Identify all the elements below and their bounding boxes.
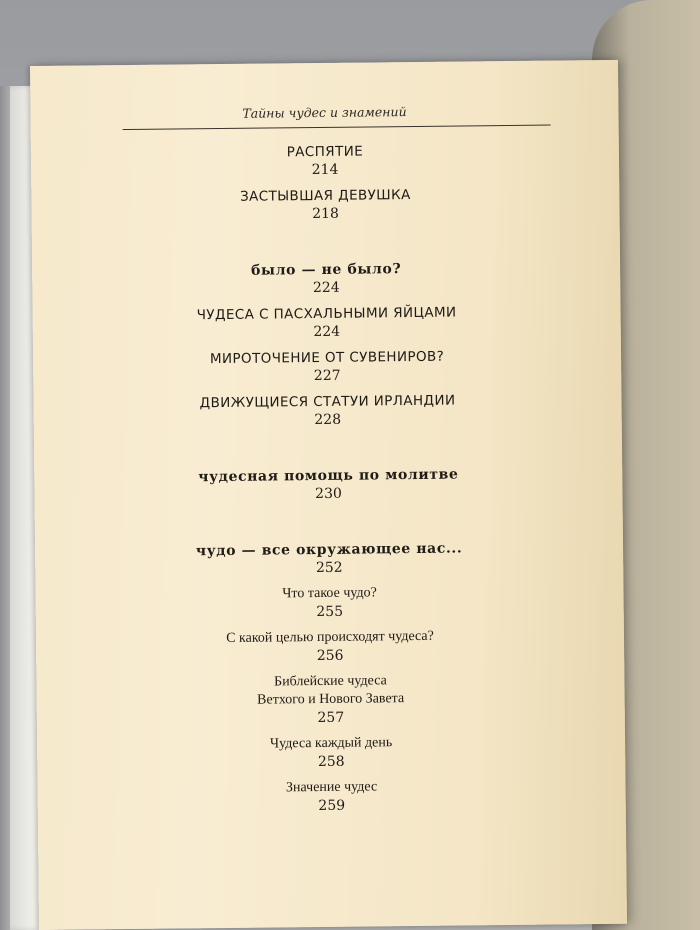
toc-entry	[36, 670, 625, 730]
toc-entry-title-line2: Ветхого и Нового Завета	[257, 691, 405, 708]
toc-entry-page-number: 224	[312, 279, 340, 297]
toc-entry-title: чудо — все окружающее нас...	[195, 540, 463, 560]
toc-entry	[33, 302, 621, 344]
toc-entry-title: Значение чудес	[285, 779, 378, 796]
toc-entry-title: ЧУДЕСА С ПАСХАЛЬНЫМИ ЯЙЦАМИ	[196, 304, 457, 324]
toc-entry-page-number: 255	[316, 603, 344, 621]
toc-entry-title: С какой целью происходят чудеса?	[226, 628, 434, 646]
toc-entry-page-number: 214	[311, 161, 339, 179]
toc-entry-page-number: 224	[313, 323, 341, 341]
toc-entry-title: МИРОТОЧЕНИЕ ОТ СУВЕНИРОВ?	[209, 348, 445, 368]
toc-entry-page-number: 257	[317, 709, 345, 727]
toc-entry-title: чудесная помощь по молитве	[198, 466, 459, 486]
toc-entry-page-number: 252	[315, 559, 343, 577]
book-page	[30, 60, 627, 930]
toc-entry	[37, 732, 625, 774]
toc-entry-page-number: 259	[318, 797, 346, 815]
toc-entry	[31, 184, 619, 226]
toc-entry-page-number: 256	[316, 647, 344, 665]
toc-entry	[32, 258, 620, 300]
toc-entry-page-number: 230	[315, 485, 342, 503]
table-of-contents	[31, 140, 626, 818]
toc-entry-title: РАСПЯТИЕ	[286, 143, 364, 161]
toc-entry	[35, 582, 623, 624]
toc-entry-page-number: 218	[312, 205, 340, 223]
toc-entry-page-number: 228	[314, 411, 342, 429]
toc-entry-title: ДВИЖУЩИЕСЯ СТАТУИ ИРЛАНДИИ	[199, 392, 456, 412]
toc-entry-title: Библейские чудеса	[274, 673, 387, 690]
running-head: Тайны чудес и знамений	[242, 104, 407, 121]
toc-entry	[31, 140, 619, 182]
toc-entry	[33, 346, 621, 388]
toc-entry-title: ЗАСТЫВШАЯ ДЕВУШКА	[239, 187, 411, 205]
toc-entry	[35, 538, 623, 580]
toc-entry-title: было — не было?	[250, 261, 402, 279]
toc-entry	[37, 776, 625, 818]
toc-entry-title: Что такое чудо?	[282, 585, 377, 602]
toc-entry	[33, 390, 621, 432]
toc-entry-page-number: 227	[313, 367, 341, 385]
toc-entry	[34, 464, 622, 506]
header-rule	[123, 125, 551, 130]
toc-entry	[36, 626, 624, 668]
toc-entry-title: Чудеса каждый день	[269, 735, 393, 752]
toc-entry-page-number: 258	[317, 753, 345, 771]
